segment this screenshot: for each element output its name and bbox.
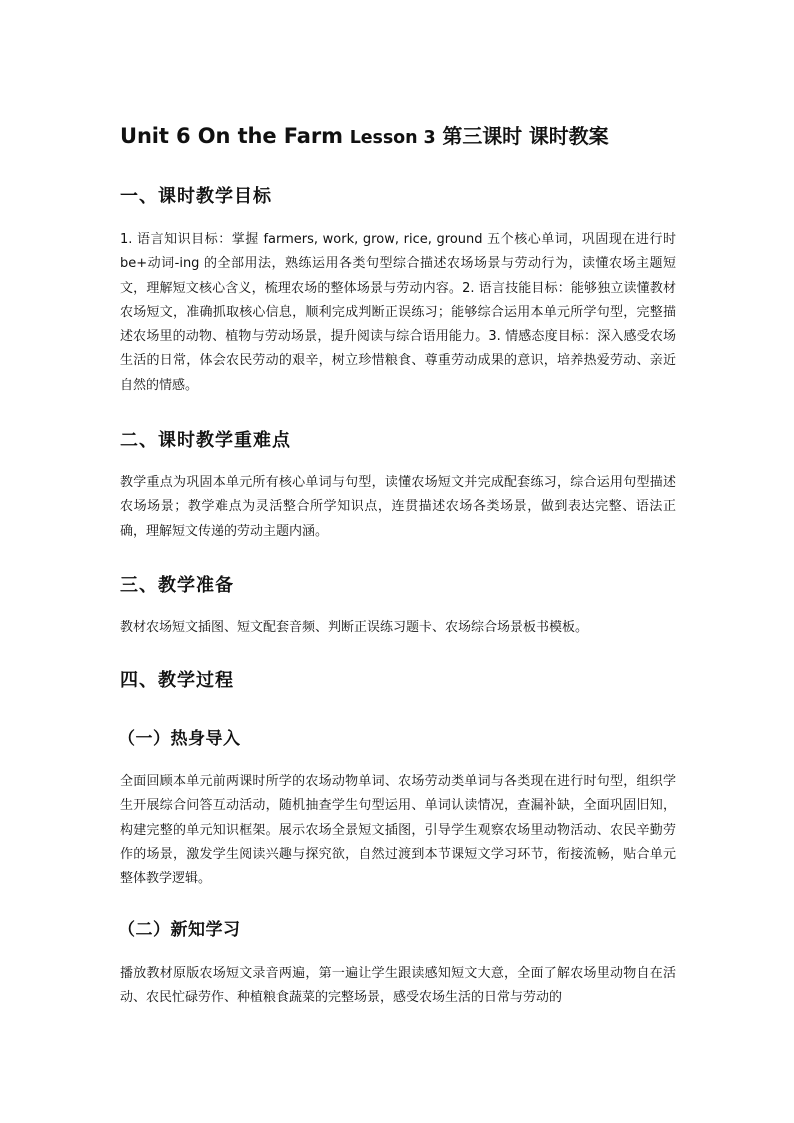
heading-key-points: 二、课时教学重难点	[120, 430, 291, 451]
paragraph-preparation: 教材农场短文插图、短文配套音频、判断正误练习题卡、农场综合场景板书模板。	[120, 620, 589, 635]
title-lesson-cn: 第三课时 课时教案	[442, 124, 609, 148]
subheading-new-learning: （二）新知学习	[118, 920, 241, 940]
heading-process: 四、教学过程	[120, 670, 234, 691]
heading-preparation: 三、教学准备	[120, 575, 234, 596]
title-unit: Unit 6 On the Farm	[120, 124, 343, 148]
subheading-warm-up: （一）热身导入	[118, 729, 241, 749]
title-lesson: Lesson 3	[349, 128, 436, 148]
paragraph-warm-up: 全面回顾本单元前两课时所学的农场动物单词、农场劳动类单词与各类现在进行时句型，组织学生开展综合问答互动活动，随机抽查学生句型运用、单词认读情况，查漏补缺，全面巩固旧知，构建完整的单元知识框架。展示农场全景短文插图，引导学生观察农场里动物活动、农民辛勤劳作的场景，激发学生阅读兴趣与探究欲，自然过渡到本节课短文学习环节，衔接流畅，贴合单元整体教学逻辑。	[120, 774, 676, 887]
heading-objectives: 一、课时教学目标	[120, 186, 272, 207]
paragraph-key-points: 教学重点为巩固本单元所有核心单词与句型，读懂农场短文并完成配套练习，综合运用句型描述农场场景；教学难点为灵活整合所学知识点，连贯描述农场各类场景，做到表达完整、语法正确，理解短文传递的劳动主题内涵。	[120, 475, 676, 539]
document-title	[120, 122, 720, 152]
paragraph-new-learning: 播放教材原版农场短文录音两遍，第一遍让学生跟读感知短文大意，全面了解农场里动物自在活动、农民忙碌劳作、种植粮食蔬菜的完整场景，感受农场生活的日常与劳动的	[120, 966, 676, 1006]
paragraph-objectives: 1. 语言知识目标：掌握 farmers, work, grow, rice, ground 五个核心单词，巩固现在进行时 be+动词-ing 的全部用法，熟练运用各类句型综合描述农场场景与劳动行为，读懂农场主题短文，理解短文核心含义，梳理农场的整体场景与劳动内容。2. 语言技能目标：能够独立读懂教材农场短文，准确抓取核心信息，顺利完成判断正误练习；能够综合运用本单元所学句型，完整描述农场里的动物、植物与劳动场景，提升阅读与综合语用能力。3. 情感态度目标：深入感受农场生活的日常，体会农民劳动的艰辛，树立珍惜粮食、尊重劳动成果的意识，培养热爱劳动、亲近自然的情感。	[120, 232, 676, 393]
